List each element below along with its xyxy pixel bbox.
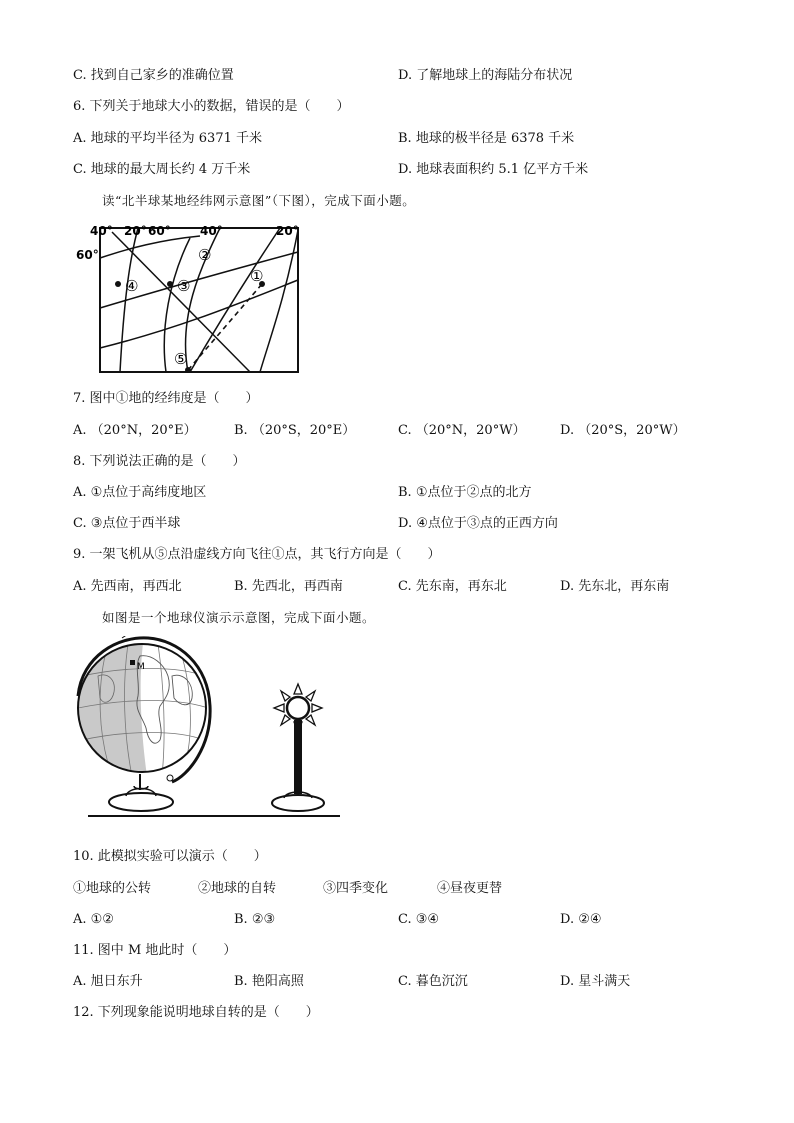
q11-option-c: C. 暮色沉沉 xyxy=(398,974,468,989)
q7-option-b: B. （20°S，20°E） xyxy=(234,423,356,438)
q7-option-d: D. （20°S，20°W） xyxy=(560,423,686,438)
q9-option-b: B. 先西北，再西南 xyxy=(234,579,343,594)
section-intro-latlong: 读“北半球某地经纬网示意图”（下图），完成下面小题。 xyxy=(102,193,416,208)
q6-option-b: B. 地球的极半径是 6378 千米 xyxy=(398,131,575,146)
map-label-40-left: 40° xyxy=(90,224,113,238)
q8-option-d: D. ④点位于③点的正西方向 xyxy=(398,516,558,531)
q6-stem: 6. 下列关于地球大小的数据，错误的是（ ） xyxy=(73,99,350,114)
q10-item-2: ②地球的自转 xyxy=(198,881,277,896)
map-point-3 xyxy=(167,281,173,287)
q7-option-a: A. （20°N，20°E） xyxy=(73,423,197,438)
q10-stem: 10. 此模拟实验可以演示（ ） xyxy=(73,849,267,864)
q6-option-a: A. 地球的平均半径为 6371 千米 xyxy=(73,131,263,146)
q11-option-a: A. 旭日东升 xyxy=(73,974,143,989)
latlong-grid-map xyxy=(70,218,310,378)
q11-option-d: D. 星斗满天 xyxy=(560,974,631,989)
q10-item-1: ①地球的公转 xyxy=(73,881,152,896)
map-label-point-2: ② xyxy=(198,246,212,264)
globe-label-m: M xyxy=(137,662,145,672)
q10-option-b: B. ②③ xyxy=(234,912,276,927)
q6-option-d: D. 地球表面积约 5.1 亿平方千米 xyxy=(398,162,589,177)
map-label-point-4: ④ xyxy=(125,277,139,295)
q9-option-a: A. 先西南，再西北 xyxy=(73,579,182,594)
q8-option-a: A. ①点位于高纬度地区 xyxy=(73,485,207,500)
map-label-60: 60° xyxy=(148,224,171,238)
q10-option-d: D. ②④ xyxy=(560,912,602,927)
map-point-4 xyxy=(115,281,121,287)
map-label-20-right: 20° xyxy=(276,224,299,238)
q5-option-c: C. 找到自己家乡的准确位置 xyxy=(73,68,234,83)
q12-stem: 12. 下列现象能说明地球自转的是（ ） xyxy=(73,1005,319,1020)
map-label-60-left: 60° xyxy=(76,248,99,262)
q8-option-c: C. ③点位于西半球 xyxy=(73,516,181,531)
q6-option-c: C. 地球的最大周长约 4 万千米 xyxy=(73,162,251,177)
q10-item-3: ③四季变化 xyxy=(323,881,389,896)
map-label-point-1: ① xyxy=(250,267,264,285)
q9-option-d: D. 先东北，再东南 xyxy=(560,579,670,594)
map-label-point-3: ③ xyxy=(177,277,191,295)
lamp xyxy=(272,684,324,811)
q10-option-a: A. ①② xyxy=(73,912,114,927)
q8-option-b: B. ①点位于②点的北方 xyxy=(398,485,532,500)
q10-item-4: ④昼夜更替 xyxy=(437,881,503,896)
q11-option-b: B. 艳阳高照 xyxy=(234,974,304,989)
map-label-20: 20° xyxy=(124,224,147,238)
q9-stem: 9. 一架飞机从⑤点沿虚线方向飞往①点，其飞行方向是（ ） xyxy=(73,547,441,562)
q7-option-c: C. （20°N，20°W） xyxy=(398,423,526,438)
q7-stem: 7. 图中①地的经纬度是（ ） xyxy=(73,391,259,406)
q5-option-d: D. 了解地球上的海陆分布状况 xyxy=(398,68,573,83)
q8-stem: 8. 下列说法正确的是（ ） xyxy=(73,454,246,469)
map-label-40-right: 40° xyxy=(200,224,223,238)
q11-stem: 11. 图中 M 地此时（ ） xyxy=(73,943,237,958)
globe-demo-illustration xyxy=(68,636,348,822)
q9-option-c: C. 先东南，再东北 xyxy=(398,579,507,594)
q10-option-c: C. ③④ xyxy=(398,912,440,927)
map-label-point-5: ⑤ xyxy=(174,350,188,368)
section-intro-globe: 如图是一个地球仪演示示意图，完成下面小题。 xyxy=(102,610,376,625)
